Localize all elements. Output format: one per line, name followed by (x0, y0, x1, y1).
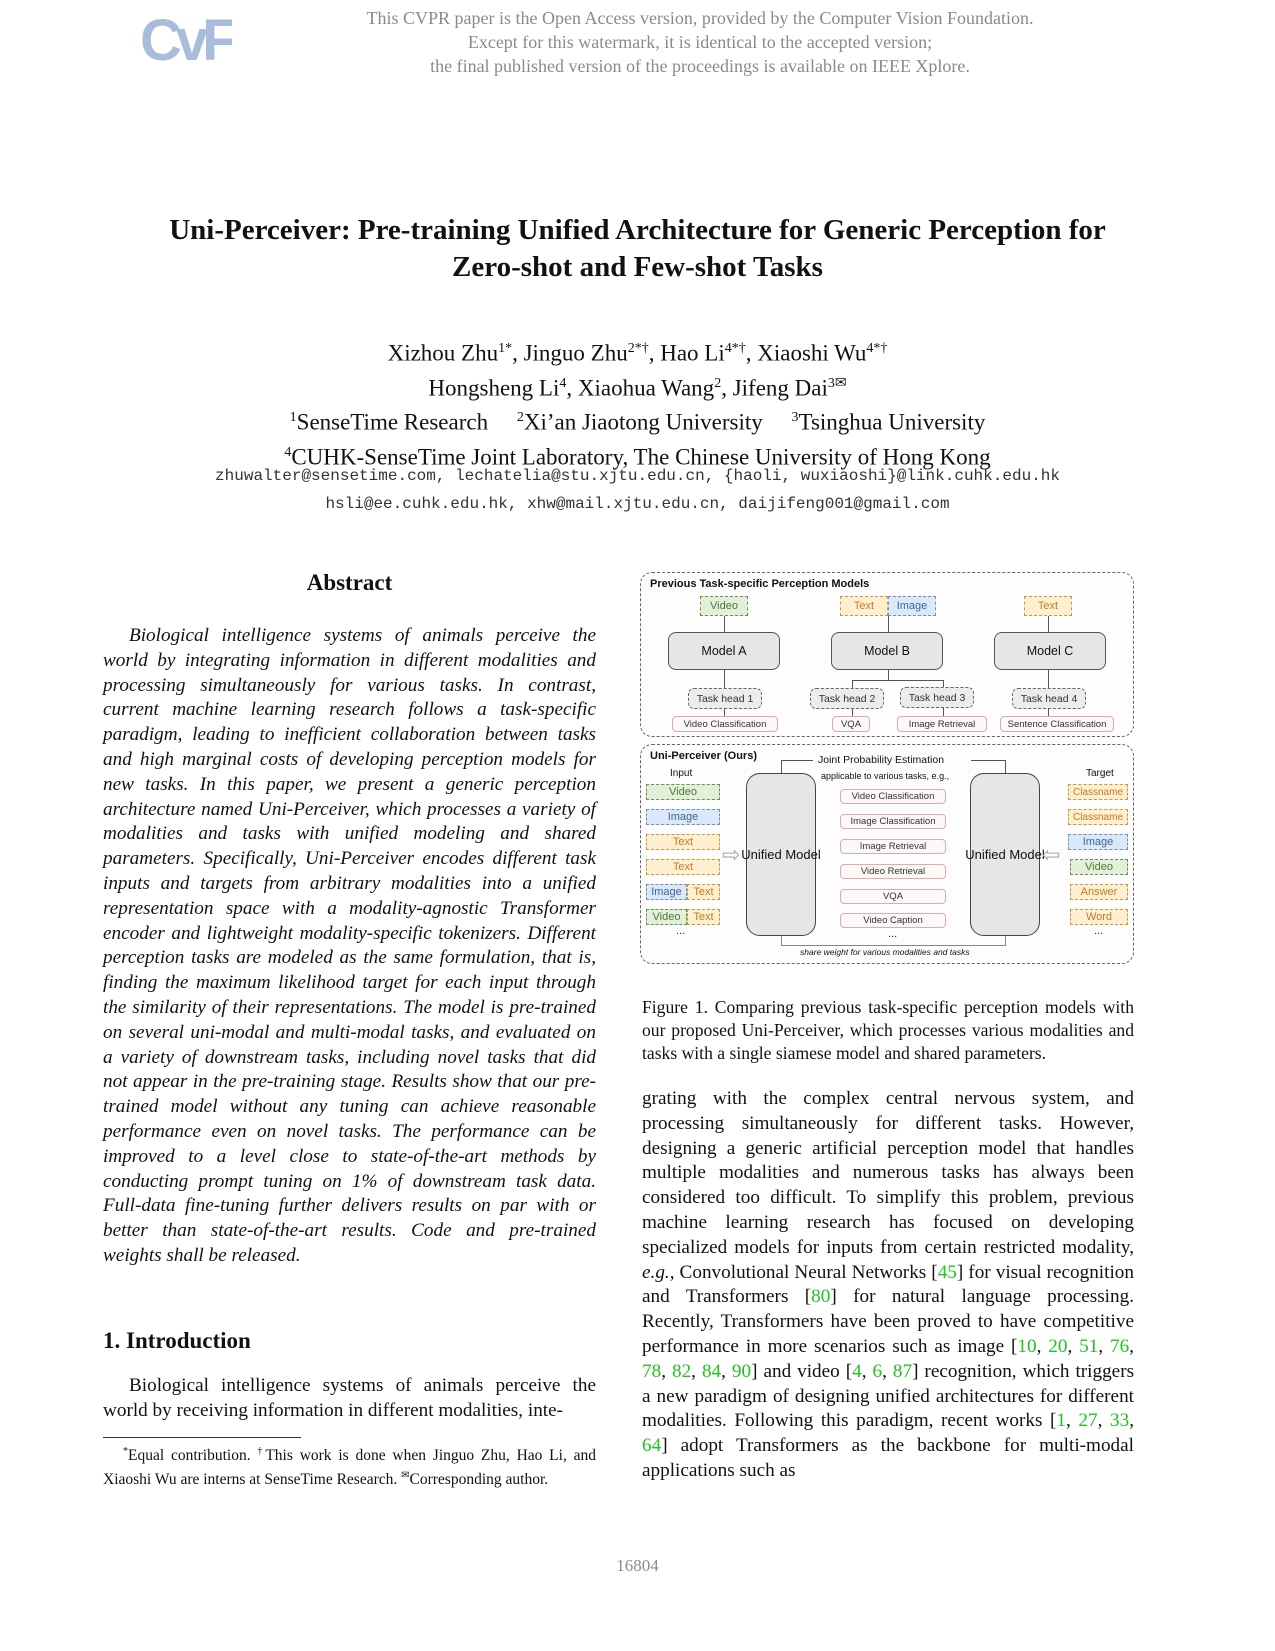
input-label: Input (670, 768, 693, 779)
text-run: , (861, 1360, 873, 1382)
input-video: Video (646, 784, 720, 800)
text-run: , (1067, 1335, 1080, 1357)
author-sup: 4 (559, 375, 567, 391)
footnote-mark: † (257, 1446, 266, 1457)
text-run: , (1098, 1335, 1111, 1357)
footnote-mark: * (123, 1446, 128, 1457)
author-name: Hao Li (660, 340, 725, 366)
author-name: Hongsheng Li (428, 375, 560, 401)
task-video-retrieval: Video Retrieval (840, 864, 946, 879)
task-video-classification: Video Classification (672, 716, 778, 732)
target-video: Video (1070, 859, 1128, 875)
affiliation: CUHK-SenseTime Joint Laboratory, The Chinese University of Hong Kong (291, 444, 991, 470)
paper-title (80, 212, 1195, 286)
cvf-logo (140, 10, 232, 72)
input-text: Text (840, 596, 888, 616)
text-run: , (691, 1360, 702, 1382)
email-line[interactable]: hsli@ee.cuhk.edu.hk, xhw@mail.xjtu.edu.cn, daijifeng001@gmail.com (325, 495, 950, 513)
text-run: grating with the complex central nervous system, and processing simultaneously for different tasks. However, designing a generic artificial perception model that handles multiple modalities and numerous tasks has always been considered too difficult. To simplify this problem, previous machine learning research has focused on developing specialized models for inputs from certain restricted modality, (642, 1088, 1134, 1258)
title-line: Zero-shot and Few-shot Tasks (452, 251, 823, 283)
text-run: , (721, 1360, 732, 1382)
input-text: Text (687, 884, 720, 900)
author-name: Jinguo Zhu (523, 340, 628, 366)
affil-sup: 1 (289, 410, 297, 426)
target-classname: Classname (1068, 809, 1128, 825)
watermark-line: This CVPR paper is the Open Access version, provided by the Computer Vision Foundation. (366, 8, 1034, 28)
target-word: Word (1070, 909, 1128, 925)
task-vqa: VQA (840, 889, 946, 904)
citation-link[interactable]: 80 (811, 1286, 831, 1308)
input-video: Video (700, 596, 748, 616)
task-head-1: Task head 1 (688, 688, 762, 709)
author-sup: 2 (714, 375, 722, 391)
task-head-4: Task head 4 (1012, 688, 1086, 709)
text-run: ] and video [ (751, 1360, 853, 1382)
task-sentence-classification: Sentence Classification (1000, 716, 1114, 732)
citation-link[interactable]: 76 (1110, 1335, 1130, 1357)
introduction-paragraph-continued (642, 1087, 1134, 1484)
input-image: Image (888, 596, 936, 616)
citation-link[interactable]: 90 (731, 1360, 752, 1382)
ellipsis: ... (888, 928, 898, 940)
text-run: , (882, 1360, 893, 1382)
author-name: Xiaohua Wang (577, 375, 715, 401)
affiliation: Xi’an Jiaotong University (523, 409, 763, 435)
text-run: , (1036, 1335, 1049, 1357)
task-video-classification: Video Classification (840, 789, 946, 804)
text-run: , (1097, 1410, 1111, 1432)
input-text: Text (687, 909, 720, 925)
open-access-watermark (250, 6, 1150, 78)
arrow-left-icon: ⇦ (1042, 842, 1061, 867)
panel-title: Uni-Perceiver (Ours) (650, 750, 757, 762)
citation-link[interactable]: 78 (642, 1360, 662, 1382)
target-image: Image (1068, 834, 1128, 850)
watermark-line: the final published version of the proceedings is available on IEEE Xplore. (430, 56, 970, 76)
svg-text:CvF: CvF (140, 10, 232, 72)
task-head-2: Task head 2 (810, 688, 884, 709)
citation-link[interactable]: 82 (671, 1360, 692, 1382)
input-text: Text (646, 834, 720, 850)
affil-sup: 2 (516, 410, 524, 426)
title-line: Uni-Perceiver: Pre-training Unified Architecture for Generic Perception for (169, 214, 1106, 246)
target-label: Target (1086, 768, 1114, 779)
citation-link[interactable]: 51 (1079, 1335, 1099, 1357)
target-classname: Classname (1068, 784, 1128, 800)
author-block (80, 334, 1195, 473)
model-c: Model C (994, 632, 1106, 670)
task-image-retrieval: Image Retrieval (897, 716, 987, 732)
unified-model-right: Unified Model (970, 773, 1040, 936)
footnote-text: This work is done when Jinguo Zhu, Hao Li, and Xiaoshi Wu are interns at SenseTime Research. (103, 1447, 597, 1489)
footnote-text: Corresponding author. (409, 1471, 549, 1489)
citation-link[interactable]: 4 (852, 1360, 862, 1382)
figure-1-diagram (640, 570, 1134, 966)
applicable-label: applicable to various tasks, e.g., (821, 771, 950, 781)
ellipsis: ... (676, 925, 686, 937)
citation-link[interactable]: 87 (892, 1360, 913, 1382)
model-a: Model A (668, 632, 780, 670)
model-b: Model B (831, 632, 943, 670)
citation-link[interactable]: 6 (872, 1360, 883, 1382)
affiliations-line-1 (80, 403, 1195, 438)
watermark-line: Except for this watermark, it is identical to the accepted version; (467, 32, 933, 52)
figure-caption: Figure 1. Comparing previous task-specific perception models with our proposed Uni-Perceiver, which processes various modalities and tasks with a single siamese model and shared parameters. (642, 997, 1134, 1063)
task-head-3: Task head 3 (900, 687, 974, 708)
author-name: Xizhou Zhu (387, 340, 499, 366)
share-weight-label: share weight for various modalities and tasks (800, 947, 970, 957)
citation-link[interactable]: 1 (1056, 1410, 1067, 1432)
unified-model-left: Unified Model (746, 773, 816, 936)
page-number: 16804 (616, 1556, 659, 1575)
text-run: e.g. (642, 1261, 670, 1283)
email-line[interactable]: zhuwalter@sensetime.com, lechatelia@stu.xjtu.edu.cn, {haoli, wuxiaoshi}@link.cuhk.edu.hk (215, 467, 1060, 485)
text-run: , (1129, 1335, 1135, 1357)
abstract-body: Biological intelligence systems of animals perceive the world by integrating information in different modalities and processing simultaneously for various tasks. In contrast, current machine learning research follows a task-specific paradigm, leading to inefficient collaboration between tasks and high marginal costs of developing perception models for new tasks. In this paper, we present a generic perception architecture named Uni-Perceiver, which processes a variety of modalities and tasks with unified modeling and shared parameters. Specifically, Uni-Perceiver encodes different task inputs and targets from arbitrary modalities into a unified representation space with a modality-agnostic Transformer encoder and lightweight modality-specific tokenizers. Different perception tasks are modeled as the same formulation, that is, finding the maximum likelihood target for each input through the similarity of their representations. The model is pre-trained on several uni-modal and multi-modal tasks, and evaluated on a variety of downstream tasks, including novel tasks that did not appear in the pre-training stage. Results show that our pre-trained model without any tuning can achieve reasonable performance even on novel tasks. The performance can be improved to a level close to state-of-the-art methods by conducting prompt tuning on 1% of downstream task data. Full-data fine-tuning further delivers results on par with or better than state-of-the-art results. Code and pre-trained weights shall be released. (103, 625, 596, 1266)
footnote-divider (103, 1437, 301, 1438)
introduction-heading: 1. Introduction (103, 1328, 251, 1353)
citation-link[interactable]: 10 (1017, 1335, 1037, 1357)
footnote (103, 1442, 596, 1490)
author-sup: 3✉ (827, 375, 847, 391)
citation-link[interactable]: 33 (1110, 1410, 1130, 1432)
input-image: Image (646, 884, 687, 900)
envelope-icon: ✉ (401, 1470, 410, 1482)
affiliation: Tsinghua University (798, 409, 986, 435)
author-sup: 1* (498, 341, 513, 356)
abstract-heading: Abstract (306, 570, 393, 595)
target-answer: Answer (1070, 884, 1128, 900)
text-run: ] for natural language processing. Recently, Transformers have been proved to have competitive performance in more scenarios such as image [ (642, 1286, 1134, 1357)
task-vqa: VQA (832, 716, 870, 732)
task-video-caption: Video Caption (840, 913, 946, 928)
author-name: Jifeng Dai (732, 375, 828, 401)
text-run: , (1129, 1410, 1134, 1432)
email-block (80, 462, 1195, 518)
introduction-paragraph: Biological intelligence systems of animals perceive the world by receiving information in different modalities, inte- (103, 1375, 596, 1421)
author-sup: 4*† (724, 341, 746, 356)
text-run: ] adopt Transformers as the backbone for multi-modal applications such as (642, 1435, 1134, 1481)
author-name: Xiaoshi Wu (757, 340, 867, 366)
text-run: , (661, 1360, 672, 1382)
affiliation: SenseTime Research (296, 409, 489, 435)
citation-link[interactable]: 27 (1078, 1410, 1098, 1432)
input-text: Text (1024, 596, 1072, 616)
affil-sup: 4 (284, 444, 292, 460)
ellipsis: ... (1094, 925, 1104, 937)
author-sup: 2*† (627, 341, 649, 356)
text-run: ] recognition, which triggers a new paradigm of designing unified architectures for different modalities. Following this paradigm, recent works [ (642, 1360, 1135, 1432)
panel-title: Previous Task-specific Perception Models (650, 578, 870, 590)
citation-link[interactable]: 45 (937, 1261, 957, 1283)
input-video: Video (646, 909, 687, 925)
text-run: , Convolutional Neural Networks [ (669, 1261, 938, 1283)
arrow-right-icon: ⇨ (722, 842, 741, 867)
citation-link[interactable]: 64 (642, 1435, 662, 1457)
authors-line-2: Hongsheng Li$^4$, Xiaohua Wang$^2$, Jifeng Dai$^{3✉}$ (428, 375, 847, 401)
task-image-retrieval: Image Retrieval (840, 839, 946, 854)
authors-line-1: Xizhou Zhu$^{1*}$, Jinguo Zhu$^{2*\dagger}$, Hao $Li^{4*\dagger}$, Xiaoshi $Wu^{4*\dagger}$ (387, 340, 888, 366)
text-run: , (1066, 1410, 1079, 1432)
input-text: Text (646, 859, 720, 875)
task-image-classification: Image Classification (840, 814, 946, 829)
author-sup: 4*† (866, 341, 888, 356)
affil-sup: 3 (791, 410, 799, 426)
joint-probability-label: Joint Probability Estimation (818, 754, 945, 766)
text-run: ] for visual recognition and Transformers [ (642, 1261, 1134, 1308)
citation-link[interactable]: 84 (701, 1360, 722, 1382)
input-image: Image (646, 809, 720, 825)
citation-link[interactable]: 20 (1048, 1335, 1068, 1357)
footnote-text: Equal contribution. (128, 1447, 258, 1465)
